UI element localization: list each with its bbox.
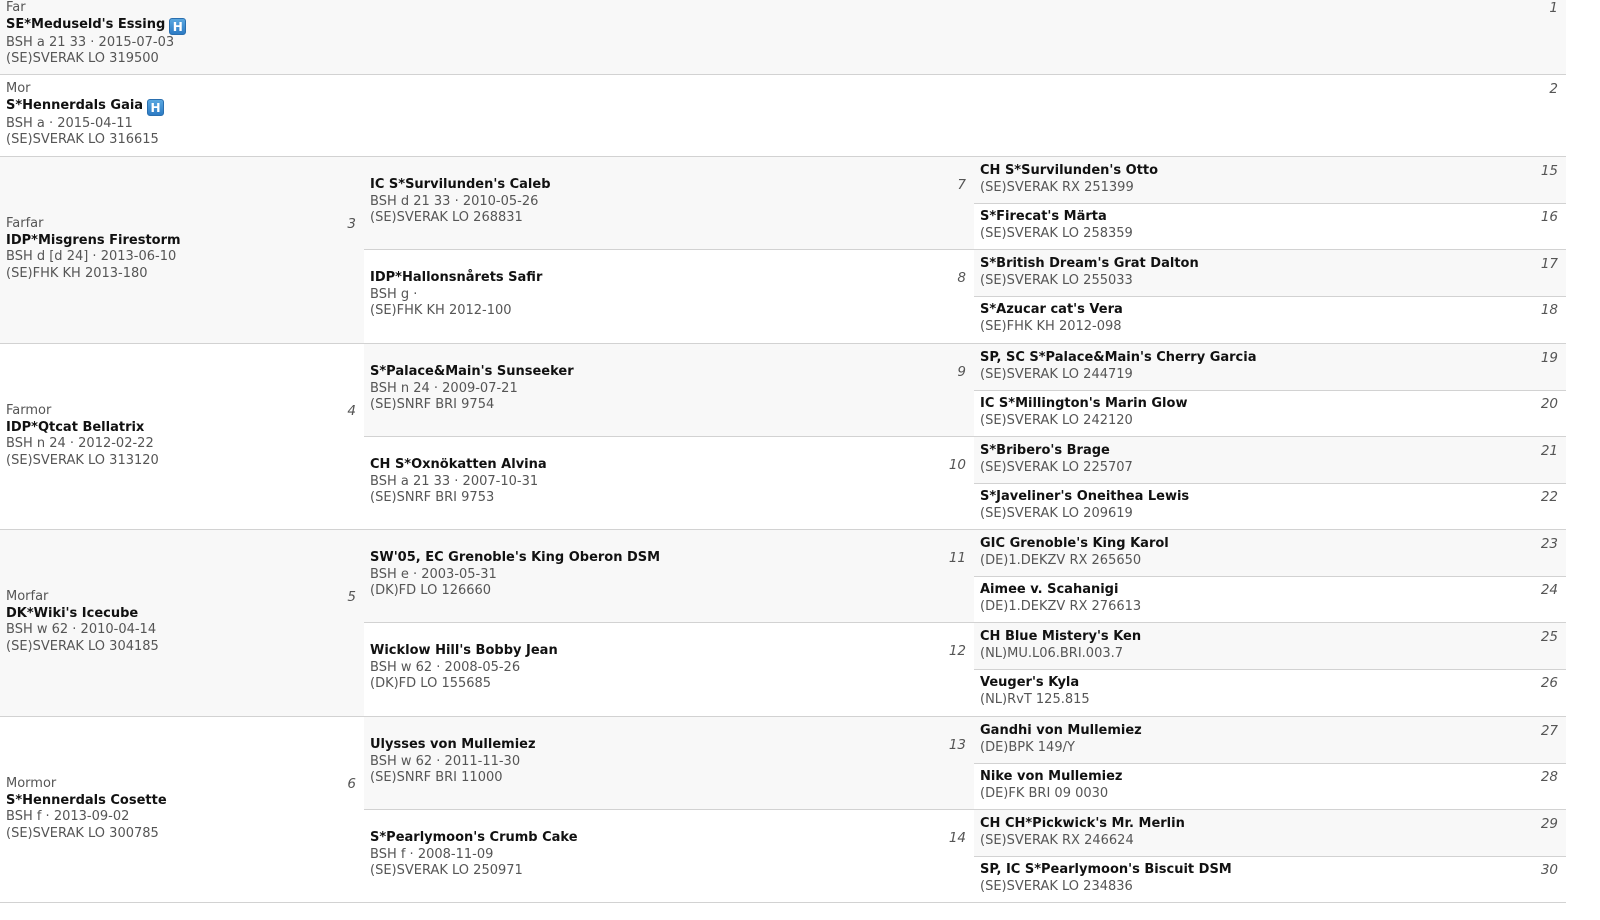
pedigree-row-sire — [0, 0, 1566, 75]
g3-cell — [974, 250, 1566, 297]
cat-name-link[interactable]: Wicklow Hill's Bobby Jean — [370, 643, 558, 658]
registration-number: (DE)1.DEKZV RX 276613 — [980, 598, 1142, 614]
registration-number: (SE)SVERAK LO 234836 — [980, 878, 1133, 894]
g3-cell — [974, 670, 1566, 716]
cat-name-link[interactable]: CH CH*Pickwick's Mr. Merlin — [980, 816, 1185, 831]
cat-name-link[interactable]: GIC Grenoble's King Karol — [980, 536, 1169, 551]
cat-name-link[interactable]: S*British Dream's Grat Dalton — [980, 256, 1199, 271]
pedigree-group-farfar — [0, 157, 1566, 344]
registration-number: (DE)1.DEKZV RX 265650 — [980, 552, 1142, 568]
registration-number: (DK)FD LO 126660 — [370, 583, 492, 598]
pedigree-entry — [370, 270, 542, 320]
registration-number: (DK)FD LO 155685 — [370, 676, 492, 691]
relation-label: Morfar — [6, 589, 49, 604]
cat-name-link[interactable]: SP, SC S*Palace&Main's Cherry Garcia — [980, 350, 1257, 365]
cat-name-link[interactable]: CH S*Oxnökatten Alvina — [370, 457, 547, 472]
cat-name-link[interactable]: SW'05, EC Grenoble's King Oberon DSM — [370, 550, 661, 565]
grandparent-cell — [0, 530, 364, 716]
cat-name-link[interactable]: IDP*Hallonsnårets Safir — [370, 270, 543, 285]
pedigree-group-mormor — [0, 717, 1566, 903]
breed-info: BSH n 24 · 2009-07-21 — [370, 380, 518, 396]
registration-number: (NL)MU.L06.BRI.003.7 — [980, 645, 1124, 661]
registration-number: (SE)SVERAK LO 316615 — [6, 132, 159, 147]
cat-name-link[interactable]: S*Firecat's Märta — [980, 209, 1107, 224]
registration-number: (SE)SNRF BRI 9754 — [370, 397, 495, 412]
position-number: 22 — [1540, 489, 1558, 505]
health-info-icon[interactable]: H — [147, 99, 164, 116]
position-number: 11 — [948, 550, 966, 566]
position-number: 17 — [1540, 256, 1558, 272]
pedigree-entry — [6, 776, 167, 842]
g3-cell — [974, 857, 1566, 902]
pedigree-group-morfar — [0, 530, 1566, 717]
g3-cell — [974, 623, 1566, 670]
great-grandparent-cell — [364, 344, 974, 437]
position-number: 20 — [1540, 396, 1558, 412]
registration-number: (DE)BPK 149/Y — [980, 739, 1075, 755]
cat-name-link[interactable]: SP, IC S*Pearlymoon's Biscuit DSM — [980, 862, 1232, 877]
g3-cell — [974, 484, 1566, 529]
breed-info: BSH f · 2008-11-09 — [370, 846, 494, 862]
cat-name-link[interactable]: IDP*Misgrens Firestorm — [6, 232, 181, 248]
pedigree-entry — [6, 216, 181, 282]
registration-number: (SE)SNRF BRI 11000 — [370, 770, 503, 785]
relation-label: Farfar — [6, 216, 44, 231]
pedigree-entry — [980, 723, 1142, 756]
registration-number: (SE)SVERAK LO 258359 — [980, 225, 1133, 241]
great-grandparent-cell — [364, 250, 974, 343]
g3-cell — [974, 157, 1566, 204]
registration-number: (SE)SVERAK LO 225707 — [980, 459, 1133, 475]
great-grandparent-cell — [364, 530, 974, 623]
position-number: 30 — [1540, 862, 1558, 878]
position-number: 26 — [1540, 675, 1558, 691]
position-number: 13 — [948, 737, 966, 753]
registration-number: (SE)FHK KH 2013-180 — [6, 265, 148, 281]
g3-cell — [974, 391, 1566, 437]
great-grandparent-cell — [364, 717, 974, 810]
pedigree-entry — [980, 582, 1141, 615]
pedigree-entry — [370, 177, 551, 227]
cat-name-link[interactable]: S*Bribero's Brage — [980, 443, 1110, 458]
registration-number: (SE)SVERAK LO 319500 — [6, 51, 159, 66]
pedigree-entry — [370, 364, 574, 414]
breed-info: BSH a · 2015-04-11 — [6, 115, 133, 131]
pedigree-entry — [980, 536, 1169, 569]
position-number: 21 — [1540, 443, 1558, 459]
registration-number: (SE)SVERAK LO 313120 — [6, 452, 159, 468]
registration-number: (SE)SVERAK LO 244719 — [980, 366, 1133, 382]
pedigree-entry — [370, 550, 660, 600]
g3-cell — [974, 764, 1566, 810]
pedigree-entry — [980, 256, 1199, 289]
registration-number: (SE)SVERAK LO 250971 — [370, 863, 523, 878]
breed-info: BSH d 21 33 · 2010-05-26 — [370, 193, 539, 209]
breed-info: BSH g · — [370, 286, 418, 302]
registration-number: (SE)FHK KH 2012-100 — [370, 303, 512, 318]
pedigree-entry — [6, 81, 164, 149]
breed-info: BSH d [d 24] · 2013-06-10 — [6, 249, 177, 264]
registration-number: (SE)SVERAK RX 246624 — [980, 832, 1134, 848]
cat-name-link[interactable]: Aimee v. Scahanigi — [980, 582, 1119, 597]
registration-number: (SE)SNRF BRI 9753 — [370, 490, 495, 505]
pedigree-entry — [980, 769, 1122, 802]
position-number: 15 — [1540, 163, 1558, 179]
position-number: 29 — [1540, 816, 1558, 832]
pedigree-entry — [980, 396, 1187, 429]
position-number: 4 — [347, 403, 356, 419]
pedigree-entry — [6, 589, 159, 655]
position-number: 7 — [957, 177, 966, 193]
cat-name-link[interactable]: S*Azucar cat's Vera — [980, 302, 1123, 317]
g3-cell — [974, 577, 1566, 623]
registration-number: (SE)FHK KH 2012-098 — [980, 318, 1122, 334]
position-number: 16 — [1540, 209, 1558, 225]
pedigree-entry — [980, 302, 1123, 335]
breed-info: BSH a 21 33 · 2007-10-31 — [370, 473, 539, 489]
great-grandparent-cell — [364, 157, 974, 250]
position-number: 1 — [1549, 0, 1558, 16]
great-grandparent-cell — [364, 810, 974, 902]
pedigree-entry — [980, 675, 1090, 708]
position-number: 27 — [1540, 723, 1558, 739]
pedigree-entry — [370, 830, 578, 880]
cat-name-link[interactable]: Nike von Mullemiez — [980, 769, 1123, 784]
position-number: 23 — [1540, 536, 1558, 552]
position-number: 9 — [957, 364, 966, 380]
breed-info: BSH w 62 · 2008-05-26 — [370, 659, 521, 675]
health-info-icon[interactable]: H — [169, 18, 186, 35]
cat-name-link[interactable]: CH Blue Mistery's Ken — [980, 629, 1142, 644]
cat-name-link[interactable]: IDP*Qtcat Bellatrix — [6, 419, 145, 435]
position-number: 19 — [1540, 350, 1558, 366]
cat-name-link[interactable]: Veuger's Kyla — [980, 675, 1080, 690]
g3-cell — [974, 437, 1566, 484]
position-number: 10 — [948, 457, 966, 473]
position-number: 18 — [1540, 302, 1558, 318]
g3-cell — [974, 530, 1566, 577]
cat-name-link[interactable]: S*Javeliner's Oneithea Lewis — [980, 489, 1190, 504]
great-grandparent-cell — [364, 437, 974, 529]
pedigree-entry — [370, 737, 536, 787]
breed-info: BSH w 62 · 2010-04-14 — [6, 622, 157, 637]
g3-cell — [974, 297, 1566, 343]
position-number: 28 — [1540, 769, 1558, 785]
position-number: 3 — [347, 216, 356, 232]
pedigree-entry — [6, 0, 186, 68]
grandparent-cell — [0, 157, 364, 343]
cat-name-link[interactable]: SE*Meduseld's Essing — [6, 16, 166, 32]
position-number: 12 — [948, 643, 966, 659]
g3-cell — [974, 204, 1566, 250]
pedigree-entry — [370, 643, 558, 693]
pedigree-group-farmor — [0, 344, 1566, 530]
cat-name-link[interactable]: IC S*Survilunden's Caleb — [370, 177, 551, 192]
pedigree-entry — [980, 350, 1257, 383]
registration-number: (SE)SVERAK LO 209619 — [980, 505, 1133, 521]
position-number: 14 — [948, 830, 966, 846]
g3-cell — [974, 717, 1566, 764]
breed-info: BSH w 62 · 2011-11-30 — [370, 753, 521, 769]
registration-number: (SE)SVERAK LO 300785 — [6, 825, 159, 841]
cat-name-link[interactable]: IC S*Millington's Marin Glow — [980, 396, 1188, 411]
position-number: 6 — [347, 776, 356, 792]
pedigree-entry — [980, 629, 1141, 662]
registration-number: (SE)SVERAK LO 268831 — [370, 210, 523, 225]
relation-label: Mor — [6, 81, 31, 96]
registration-number: (SE)SVERAK LO 304185 — [6, 638, 159, 654]
relation-label: Far — [6, 0, 26, 15]
pedigree-entry — [370, 457, 547, 507]
pedigree-entry — [980, 209, 1133, 242]
pedigree-entry — [980, 862, 1232, 895]
pedigree-row-dam — [0, 75, 1566, 157]
cat-name-link[interactable]: CH S*Survilunden's Otto — [980, 163, 1159, 178]
relation-label: Farmor — [6, 403, 52, 418]
great-grandparent-cell — [364, 623, 974, 716]
g3-cell — [974, 344, 1566, 391]
relation-label: Mormor — [6, 776, 57, 791]
grandparent-cell — [0, 344, 364, 529]
cat-name-link[interactable]: S*Palace&Main's Sunseeker — [370, 364, 574, 379]
grandparent-cell — [0, 717, 364, 902]
registration-number: (SE)SVERAK RX 251399 — [980, 179, 1134, 195]
g3-cell — [974, 810, 1566, 857]
pedigree-entry — [980, 163, 1158, 196]
position-number: 25 — [1540, 629, 1558, 645]
cat-name-link[interactable]: Gandhi von Mullemiez — [980, 723, 1142, 738]
breed-info: BSH f · 2013-09-02 — [6, 809, 130, 824]
position-number: 24 — [1540, 582, 1558, 598]
position-number: 5 — [347, 589, 356, 605]
cat-name-link[interactable]: S*Pearlymoon's Crumb Cake — [370, 830, 578, 845]
registration-number: (SE)SVERAK LO 242120 — [980, 412, 1133, 428]
registration-number: (DE)FK BRI 09 0030 — [980, 785, 1109, 801]
breed-info: BSH e · 2003-05-31 — [370, 566, 497, 582]
pedigree-entry — [980, 489, 1189, 522]
registration-number: (SE)SVERAK LO 255033 — [980, 272, 1133, 288]
cat-name-link[interactable]: S*Hennerdals Cosette — [6, 792, 167, 808]
cat-name-link[interactable]: DK*Wiki's Icecube — [6, 605, 139, 621]
pedigree-entry — [980, 816, 1185, 849]
pedigree-entry — [6, 403, 159, 469]
position-number: 2 — [1549, 81, 1558, 97]
registration-number: (NL)RvT 125.815 — [980, 691, 1090, 707]
position-number: 8 — [957, 270, 966, 286]
cat-name-link[interactable]: S*Hennerdals Gaia — [6, 97, 144, 113]
breed-info: BSH a 21 33 · 2015-07-03 — [6, 34, 175, 50]
breed-info: BSH n 24 · 2012-02-22 — [6, 436, 154, 451]
pedigree-entry — [980, 443, 1133, 476]
cat-name-link[interactable]: Ulysses von Mullemiez — [370, 737, 536, 752]
